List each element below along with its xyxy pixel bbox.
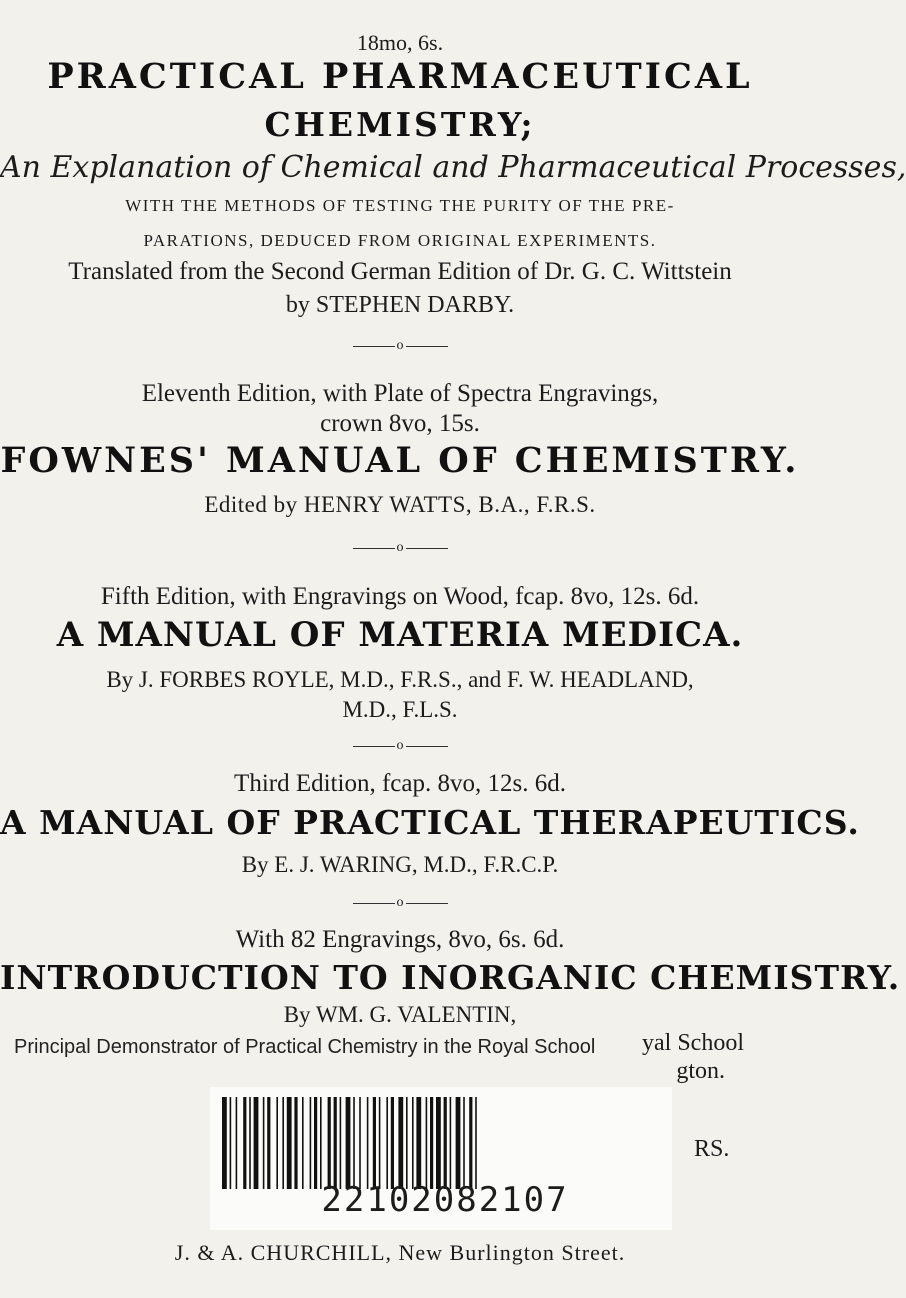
book3-edition: Fifth Edition, with Engravings on Wood, fcap. 8vo, 12s. 6d. (100, 583, 700, 610)
book5-title: INTRODUCTION TO INORGANIC CHEMISTRY. (0, 958, 901, 997)
barcode-bar (294, 1097, 297, 1189)
barcode-bar (391, 1097, 394, 1189)
price-header: 18mo, 6s. (356, 30, 444, 55)
barcode-bar (436, 1097, 441, 1189)
barcode-bar (236, 1097, 238, 1189)
barcode-bar (469, 1097, 472, 1189)
barcode-bar (320, 1097, 322, 1189)
barcode-bar (353, 1097, 355, 1189)
book5-author: By WM. G. VALENTIN, (283, 1002, 517, 1027)
barcode-bar (302, 1097, 304, 1189)
barcode-bar (243, 1097, 246, 1189)
barcode-bar (287, 1097, 292, 1189)
barcode-bar (367, 1097, 369, 1189)
section-separator (0, 895, 800, 911)
barcode-bar (263, 1097, 265, 1189)
barcode-bar (456, 1097, 461, 1189)
barcode-bar (249, 1097, 251, 1189)
barcode-bar (314, 1097, 317, 1189)
book4-edition: Third Edition, fcap. 8vo, 12s. 6d. (234, 770, 566, 797)
separator-mark: o (396, 540, 404, 555)
book5-rs-fragment: RS. (694, 1136, 730, 1162)
book1-subtitle: An Explanation of Chemical and Pharmaceutical Processes, (0, 150, 906, 185)
book1-title-line2: CHEMISTRY; (264, 105, 536, 144)
book4-author: By E. J. WARING, M.D., F.R.C.P. (241, 852, 559, 877)
book1-translator: by STEPHEN DARBY. (285, 292, 515, 318)
book2-edition-line1: Eleventh Edition, with Plate of Spectra Engravings, (141, 380, 659, 407)
section-separator (0, 338, 800, 354)
book1-method-line1: WITH THE METHODS OF TESTING THE PURITY OF THE PRE- (125, 196, 675, 215)
barcode-bar (416, 1097, 421, 1189)
book1-title-line1: PRACTICAL PHARMACEUTICAL (47, 56, 753, 97)
book3-authors-line1: By J. FORBES ROYLE, M.D., F.R.S., and F. W. HEADLAND, (106, 667, 694, 692)
separator-mark: o (396, 338, 404, 353)
separator-mark: o (396, 738, 404, 753)
book5-edition: With 82 Engravings, 8vo, 6s. 6d. (235, 926, 565, 953)
barcode-bar (282, 1097, 284, 1189)
barcode-bar (222, 1097, 227, 1189)
barcode-bar (379, 1097, 381, 1189)
barcode-bar (406, 1097, 408, 1189)
book2-title: FOWNES' MANUAL OF CHEMISTRY. (0, 440, 800, 481)
barcode-bar (230, 1097, 232, 1189)
barcode-number: 22102082107 (321, 1180, 569, 1220)
barcode-bar (310, 1097, 312, 1189)
barcode-bar (426, 1097, 428, 1189)
barcode-bar (359, 1097, 361, 1189)
barcode-bar (398, 1097, 403, 1189)
barcode-bar (412, 1097, 414, 1189)
barcode-bar (373, 1097, 376, 1189)
barcode-bar (386, 1097, 388, 1189)
barcode-bar (430, 1097, 433, 1189)
barcode-bar (267, 1097, 270, 1189)
book1-method-line2: PARATIONS, DEDUCED FROM ORIGINAL EXPERIMENTS. (143, 231, 657, 250)
section-separator (0, 540, 800, 556)
book5-location-fragment: gton. (676, 1058, 725, 1084)
barcode-bar (334, 1097, 337, 1189)
barcode-icon (222, 1097, 662, 1189)
book3-title: A MANUAL OF MATERIA MEDICA. (56, 615, 744, 655)
book1-translated-from: Translated from the Second German Edition of Dr. G. C. Wittstein (68, 258, 732, 285)
barcode-bar (475, 1097, 477, 1189)
barcode-bar (444, 1097, 447, 1189)
barcode-bar (328, 1097, 331, 1189)
book2-edition-line2: crown 8vo, 15s. (320, 410, 480, 437)
book4-title: A MANUAL OF PRACTICAL THERAPEUTICS. (0, 803, 860, 842)
book5-obscured-line: Principal Demonstrator of Practical Chemistry in the Royal School (14, 1036, 596, 1058)
section-separator (0, 738, 800, 754)
book2-editor: Edited by HENRY WATTS, B.A., F.R.S. (204, 492, 596, 517)
separator-mark: o (396, 895, 404, 910)
book5-school-fragment: yal School (642, 1030, 744, 1056)
barcode-bar (254, 1097, 259, 1189)
publisher-footer: J. & A. CHURCHILL, New Burlington Street. (174, 1240, 626, 1265)
barcode-bar (346, 1097, 351, 1189)
barcode-bar (340, 1097, 342, 1189)
barcode-bar (276, 1097, 278, 1189)
barcode-bar (463, 1097, 465, 1189)
barcode-bar (450, 1097, 452, 1189)
book3-authors-line2: M.D., F.L.S. (342, 697, 458, 722)
